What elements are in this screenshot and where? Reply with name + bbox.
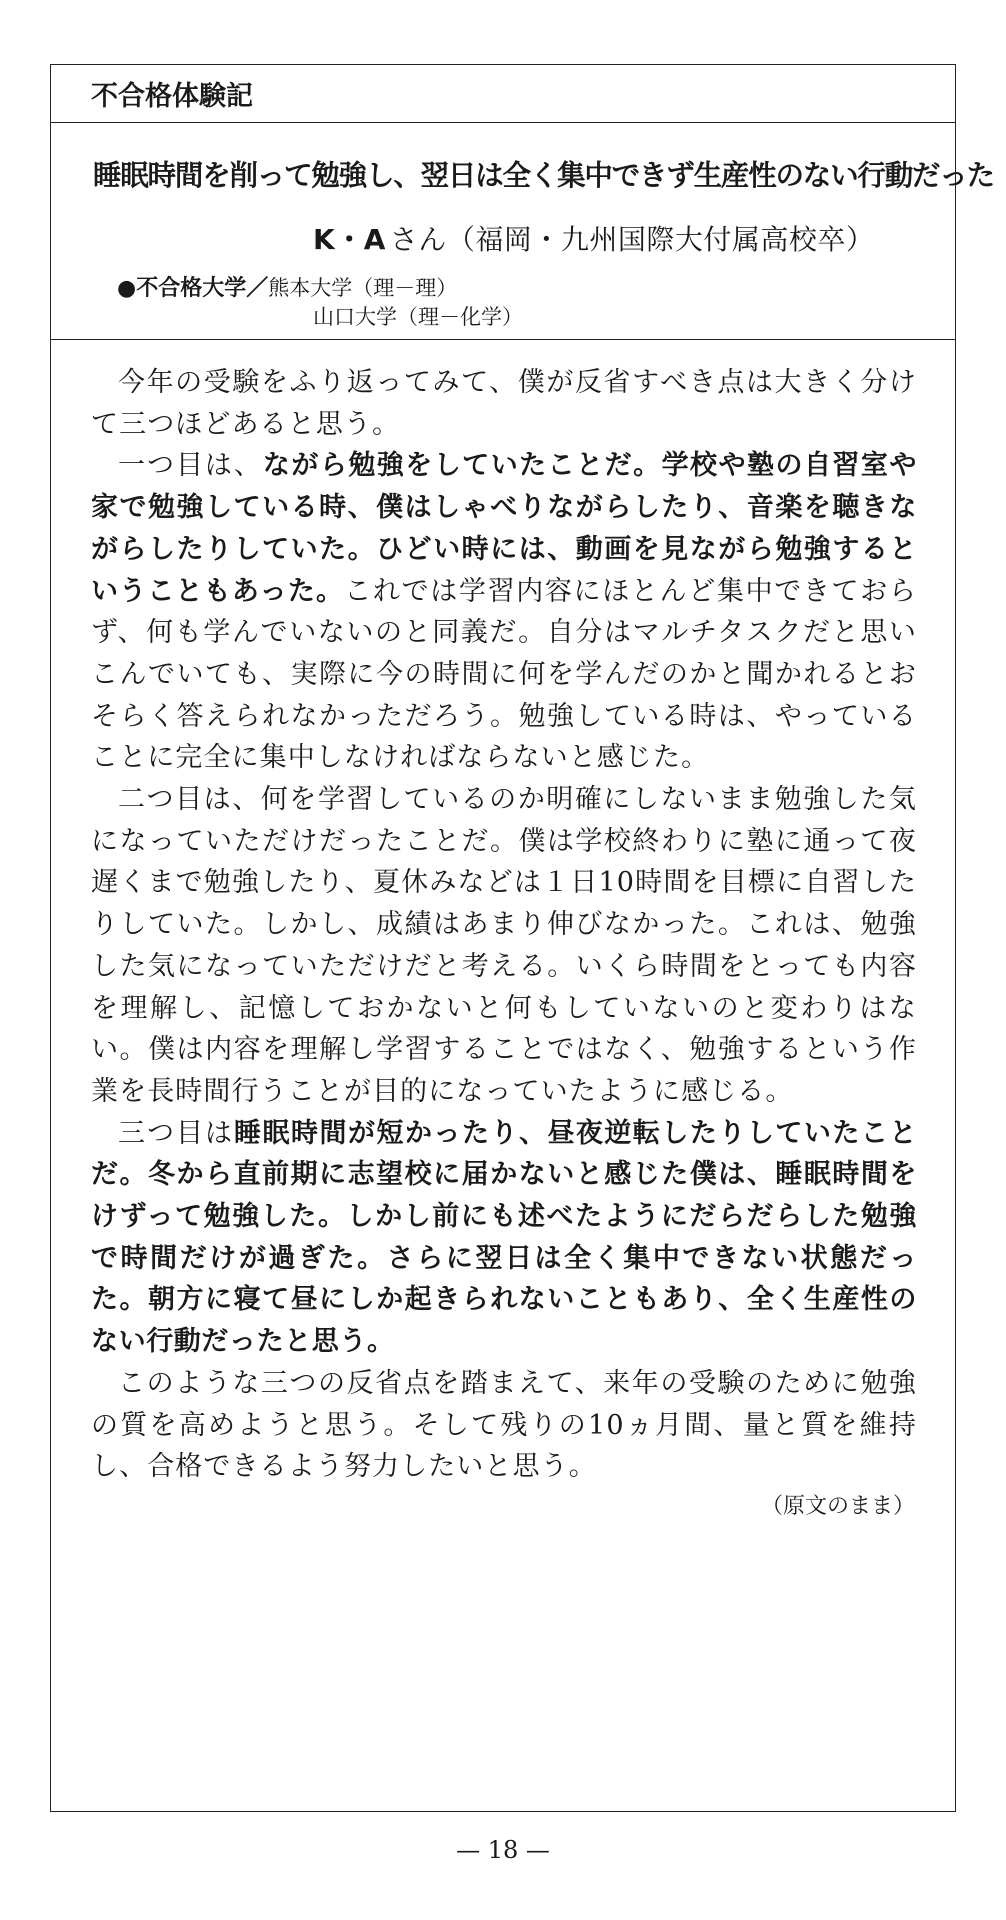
article-header: [51, 123, 994, 340]
original-text-note: （原文のまま）: [760, 1493, 915, 1519]
paragraph-1: 今年の受験をふり返ってみて、僕が反省すべき点は大きく分けて三つほどあると思う。: [91, 367, 917, 440]
author-honorific: さん: [389, 223, 447, 256]
paragraph-4-intro: 三つ目は: [118, 1117, 234, 1149]
paragraph-2-intro: 一つ目は、: [118, 450, 263, 482]
page-number: — 18 —: [456, 1836, 550, 1864]
paragraph-4-emphasis: 睡眠時間が短かったり、昼夜逆転したりしていたことだ。冬から直前期に志望校に届かないと感じた僕は、睡眠時間をけずって勉強した。しかし前にも述べたようにだらだらした勉強で時間だけが過ぎた。さらに翌日は全く集中できない状態だった。朝方に寝て昼にしか起きられないこともあり、全く生産性のない行動だったと思う。: [91, 1117, 917, 1358]
article-frame: [50, 64, 994, 1812]
failed-label: ●不合格大学／: [117, 276, 269, 301]
paragraph-3: 二つ目は、何を学習しているのか明確にしないまま勉強した気になっていただけだったことだ。僕は学校終わりに塾に通って夜遅くまで勉強したり、夏休みなどは１日10時間を目標に自習したりしていた。しかし、成績はあまり伸びなかった。これは、勉強した気になっていただけだと考える。いくら時間をとっても内容を理解し、記憶しておかないと何もしていないのと変わりはない。僕は内容を理解し学習することではなく、勉強するという作業を長時間行うことが目的になっていたように感じる。: [91, 784, 917, 1107]
category-header: [51, 65, 955, 123]
paragraph-2-emphasis: ながら勉強をしていたことだ。学校や塾の自習室や家で勉強している時、僕はしゃべりながらしたり、音楽を聴きながらしたりしていた。ひどい時には、動画を見ながら勉強するということもあった。: [91, 450, 917, 607]
failed-university-2: 山口大学（理－化学）: [313, 305, 523, 329]
author-school: （福岡・九州国際大付属高校卒）: [446, 223, 875, 256]
category-label: 不合格体験記: [91, 81, 253, 112]
article-body: [51, 340, 955, 1524]
failed-university-1: 熊本大学（理－理）: [268, 276, 458, 300]
paragraph-2-rest: これでは学習内容にほとんど集中できておらず、何も学んでいないのと同義だ。自分はマルチタスクだと思いこんでいても、実際に今の時間に何を学んだのかと聞かれるとおそらく答えられなかっただろう。勉強している時は、やっていることに完全に集中しなければならないと感じた。: [91, 575, 917, 774]
author-line: [313, 218, 874, 258]
paragraph-2: [91, 445, 917, 779]
paragraph-5: このような三つの反省点を踏まえて、来年の受験のために勉強の質を高めようと思う。そして残りの10ヵ月間、量と質を維持し、合格できるよう努力したいと思う。: [91, 1367, 917, 1483]
paragraph-4: [91, 1113, 917, 1363]
failed-universities: [117, 271, 457, 302]
headline: 睡眠時間を削って勉強し、翌日は全く集中できず生産性のない行動だった: [93, 159, 994, 192]
author-initials: K・A: [313, 223, 386, 256]
